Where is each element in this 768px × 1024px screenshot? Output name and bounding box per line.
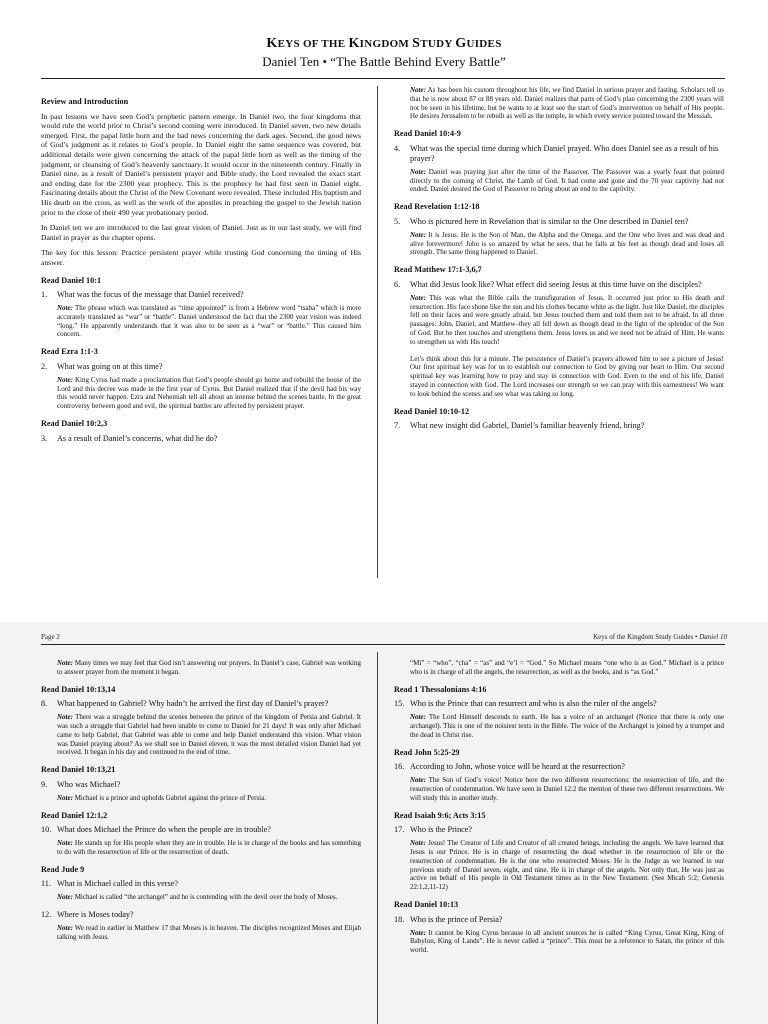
running-footer: Keys of the Kingdom Study Guides • Daniel 10 [593,633,727,641]
question-16: 16. According to John, whose voice will be heard at the resurrection? [394,762,625,772]
question-6: 6. What did Jesus look like? What effect did seeing Jesus at this time have on the disciples? [394,279,702,289]
reading-heading: Read Daniel 10:13 [394,899,459,909]
reading-heading: Read Jude 9 [41,864,85,874]
reading-heading: Read Daniel 10:4-9 [394,129,461,139]
page2-left-column [41,659,361,950]
reading-heading: Read Isaiah 9:6; Acts 3:15 [394,810,486,820]
note-10: Note: He stands up for His people when they are in trouble. He is in charge of the books and has something to do with the resurrection of life or the resurrection of death. [57,839,362,856]
question-7: 7. What new insight did Gabriel, Daniel’s familiar heavenly friend, bring? [394,421,645,431]
question-4: 4. What was the special time during which Daniel prayed. Who does Daniel see as a result of his prayer? [394,143,719,163]
note-15: Note: The Lord Himself descends to earth. He has a voice of an archangel (Notice that there is only one archangel). This is one of the noisiest texts in the Bible. The voice of the Archangel is joined by a trumpet and the dead in Christ rise. [410,713,725,739]
question-17: 17. Who is the Prince? [394,825,473,835]
question-8: 8. What happened to Gabriel? Why hadn’t he arrived the first day of Daniel’s prayer? [41,699,329,709]
question-15: 15. Who is the Prince that can resurrect and who is also the ruler of the angels? [394,699,657,709]
column-divider [377,86,378,578]
reading-heading: Read Revelation 1:12-18 [394,202,480,212]
footer-rule [41,644,725,645]
reflection-paragraph: Let’s think about this for a minute. The persistence of Daniel’s prayers allowed him to see a picture of Jesus! Our first spiritual key was for us to establish our connection to God by giving our heart to Him. Our second spiritual key was learning how to pray and stay in connection with God. Even to the end of his life, Daniel stayed in connection with God. The Lord increases our strength so we can pray with this earnestness! We want to look behind the scenes and see what was taking so long. [410,354,724,398]
reading-heading: Read Daniel 10:13,14 [41,684,116,694]
reading-heading: Read Daniel 12:1,2 [41,810,108,820]
page-number: Page 2 [41,633,60,641]
question-11: 11. What is Michael called in this verse? [41,879,178,889]
note-8: Note: There was a struggle behind the scenes between the prince of the kingdom of Persia and Gabriel. It was such a struggle that Gabriel had been unable to come to Daniel for 21 days! It was only after Michael came to help Gabriel, that Gabriel was able to come and help Daniel understand this vision. What vision was Daniel praying about? As we shall see in Daniel eleven, it was the most detailed vision Daniel had yet received. It began in his day and continued to the end of time. [57,713,361,757]
intro-paragraph: In Daniel ten we are introduced to the last great vision of Daniel. Just as in our last study, we will find Daniel in prayer as the chapter opens. [41,223,361,242]
note-6: Note: This was what the Bible calls the transfiguration of Jesus. It occurred just prior to His death and resurrection. His face shone like the sun and his clothes became white as the light. Just like Daniel, the disciples fell on their faces and were greatly afraid, but Jesus touched them and told them not to be afraid. In all three passages: John, Daniel, and Matthew–they all fell down as though dead in the light of the splendor of the Son of God. But he then touches and strengthens them. Jesus loves us and we need not be afraid of Him. He wants to strengthen us with His touch! [410,293,724,346]
note-9: Note: Michael is a prince and upholds Gabriel against the prince of Persia. [57,793,266,802]
note-7: Note: Many times we may feel that God isn’t answering our prayers. In Daniel’s case, Gabriel was working to answer prayer from the moment it began. [57,659,361,676]
reading-heading: Read Daniel 10:13,21 [41,765,116,775]
question-3: 3. As a result of Daniel’s concerns, what did he do? [41,433,218,443]
note-5: Note: It is Jesus. He is the Son of Man, the Alpha and the Omega, and the One who lives and was dead and alive forevermore! John is so amazed by what he sees, that he falls at his feet as though dead and loses all strength. The same thing happened to Daniel. [410,230,725,257]
question-18: 18. Who is the prince of Persia? [394,914,503,924]
note-17: Note: Jesus! The Creator of Life and Creator of all created beings, including the angels. We have learned that Jesus is our Prince. He is in charge of resurrecting the dead whether in the resurrection of life or the resurrection of condemnation. He is the one who resurrected Moses. He is the Judge as we learned in our previous study of Daniel seven, eight, and nine. He is in charge of the angels. Not only that, He was just as active on behalf of His people in Old Testament times as in the New Testament. (See Micah 5:2; Genesis 22:1,2,11-12) [410,839,724,892]
question-5: 5. Who is pictured here in Revelation that is similar to the One described in Daniel ten? [394,216,689,226]
note-12-continued: “Mi” = “who”, “cha” = “as” and “e’l = “God.” So Michael means “one who is as God.” Michael is a prince who is in charge of all the angels, the resurrection, as well as the books, and is “as God.” [410,659,724,676]
note-2: Note: King Cyrus had made a proclamation that God’s people should go home and rebuild the house of the Lord and this decree was made in the first year of Cyrus. But Daniel realized that if the devil had his way this would never happen. Ezra and Nehemiah tell all about an intense behind the scenes battle. In the great controversy between good and evil, the spiritual battles are affected by persistent prayer. [57,375,361,411]
intro-paragraph: In past lessons we have seen God’s prophetic pattern emerge. In Daniel two, the four kingdoms that would rule the world prior to Christ’s second coming were introduced. In Daniel seven, two new details emerged. First, the papal little horn and the bad news concerning the dark ages. Second, the good news of God’s judgment as it relates to God’s people. In Daniel eight the same sequence was covered, but additional details were given concerning the attack of the papal little horn as well as the timing of the judgment, or cleansing of God’s heavenly sanctuary. It would occur in the nineteenth century. Finally in Daniel nine, as a result of Daniel’s persistent prayer and Bible study, the Lord revealed the exact start and ending date for the 2300 year prophecy. This is the prophecy he had first seen in Daniel eight. Fascinating details about the Christ of the New Covenant were revealed. These included His baptism and His death on the cross, as well as the work of the apostles in preaching the gospel to the Jewish nation prior to the close of their 490 year probationary period. [41,111,361,217]
document-subtitle: Daniel Ten • “The Battle Behind Every Battle” [262,54,506,69]
reading-heading: Read Daniel 10:10-12 [394,406,470,416]
page1-left-column [41,97,361,448]
document-title: KEYS OF THE KINGDOM STUDY GUIDES [266,36,502,51]
note-12: Note: We read in earlier in Matthew 17 that Moses is in heaven. The disciples recognized Moses and Elijah talking with Jesus. [57,924,361,941]
key-paragraph: The key for this lesson: Practice persistent prayer while trusting God concerning the timing of His answer. [41,248,361,267]
question-12: 12. Where is Moses today? [41,910,134,920]
page2-right-column [394,659,724,963]
reading-heading: Read Matthew 17:1-3,6,7 [394,265,482,275]
reading-heading: Read Daniel 10:2,3 [41,419,108,429]
reading-heading: Read 1 Thessalonians 4:16 [394,684,487,694]
note-16: Note: The Son of God’s voice! Notice here the two different resurrections: the resurrection of life, and the resurrection of condemnation. We have seen in Daniel 12:2 the mention of these two different resurrections. We will study this in another study. [410,776,724,802]
header-rule [41,78,725,79]
note-1: Note: The phrase which was translated as “time appointed” is from a Hebrew word “tsaba” which is more accurately translated as “war” or “battle”. Daniel understood the fact that the 2300 year vision was indeed “long.” He apparently understands that it was also to be seen as a “war” or “battle.” This caused him concern. [57,304,362,339]
page1-right-column [394,86,724,435]
note-18: Note: It cannot be King Cyrus because in all ancient sources he is called “King Cyrus, Great King, King of Babylon, King of Lands”. He is never called a “prince”. This must be a reference to Satan, the prince of this world. [410,928,725,955]
reading-heading: Read Ezra 1:1-3 [41,347,98,357]
note-11: Note: Michael is called “the archangel” and he is contending with the devil over the body of Moses. [57,893,338,902]
reading-heading: Read John 5:25-29 [394,747,460,757]
question-2: 2. What was going on at this time? [41,361,163,371]
section-heading: Review and Introduction [41,97,129,106]
reading-heading: Read Daniel 10:1 [41,275,102,285]
note-4: Note: Daniel was praying just after the time of the Passover. The Passover was a yearly feast that pointed directly to the coming of Christ, the Lamb of God. It had come and gone and the 70 year captivity had not ended. Daniel desired the God of Passover to bring about an end to the captivity. [410,167,725,194]
question-9: 9. Who was Michael? [41,779,121,789]
column-divider [377,652,378,1024]
question-1: 1. What was the focus of the message that Daniel received? [41,290,244,300]
note-3: Note: As has been his custom throughout his life, we find Daniel in serious prayer and fasting. Scholars tell us that he is now about 87 or 88 years old. Daniel realizes that parts of God’s plan concerning the 2300 years will not be seen in his lifetime, but he wants to at least see the start of God’s intervention on behalf of His people. He desires Jerusalem to be rebuilt as well as the temple, in which every service pointed toward the Messiah. [410,86,724,121]
question-10: 10. What does Michael the Prince do when the people are in trouble? [41,825,271,835]
